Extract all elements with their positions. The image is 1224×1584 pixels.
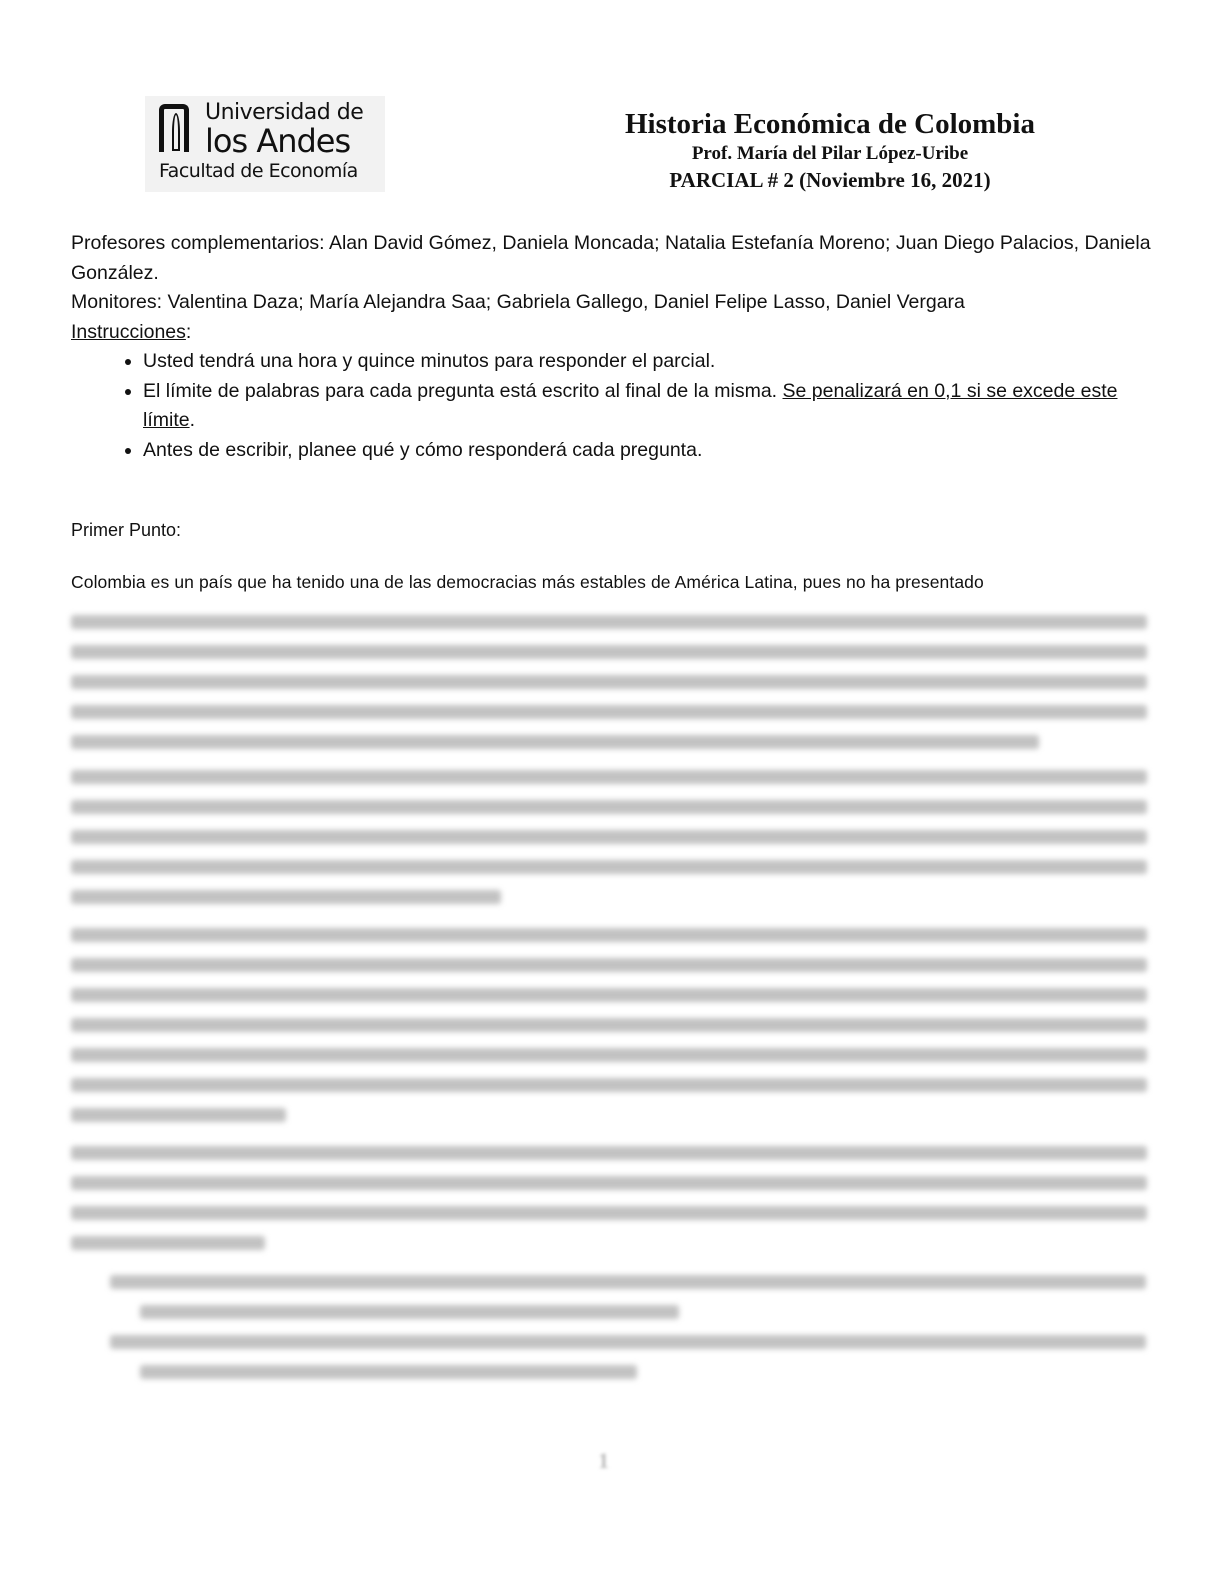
instruction-period: . [189, 409, 196, 431]
exam-title: PARCIAL # 2 (Noviembre 16, 2021) [669, 168, 991, 192]
blurred-paragraph-3 [71, 928, 1147, 1138]
professors-line [71, 229, 1151, 288]
page-number: 1 [598, 1448, 609, 1473]
professors-label: Profesores complementarios: [71, 232, 325, 254]
staff-and-instructions [71, 229, 1151, 465]
section-first-line: Colombia es un país que ha tenido una de las democracias más estables de América Latina, pues no ha presentado [71, 572, 984, 592]
monitors-label: Monitores: [71, 291, 163, 313]
professors-names: Alan David Gómez, Daniela Moncada; Natalia Estefanía Moreno; Juan Diego Palacios, Daniela González. [71, 232, 1151, 284]
logo-line-1: Universidad de [205, 100, 364, 125]
logo-arch-icon [159, 104, 189, 152]
monitors-line [71, 288, 1151, 318]
blurred-paragraph-2 [71, 770, 1147, 920]
instructions-list [71, 347, 1151, 465]
instructions-label: Instrucciones [71, 320, 186, 343]
section-title: Primer Punto: [71, 520, 182, 540]
instruction-item: • Antes de escribir, planee qué y cómo responderá cada pregunta. [143, 436, 1151, 466]
blurred-paragraph-1 [71, 615, 1147, 765]
course-title: Historia Económica de Colombia [624, 108, 1035, 140]
monitors-names: Valentina Daza; María Alejandra Saa; Gabriela Gallego, Daniel Felipe Lasso, Daniel Vergara [162, 291, 965, 313]
logo-line-3: Facultad de Economía [159, 160, 358, 182]
university-logo [145, 96, 385, 192]
blurred-paragraph-4 [71, 1146, 1147, 1266]
logo-line-2: los Andes [205, 122, 351, 160]
instructions-heading [71, 318, 1151, 348]
document-header [560, 106, 1100, 194]
instruction-item: • Usted tendrá una hora y quince minutos para responder el parcial. [143, 347, 1151, 377]
instructions-colon: : [185, 320, 192, 343]
instruction-item [143, 377, 1151, 436]
instruction-text: El límite de palabras para cada pregunta está escrito al final de la misma. [143, 379, 783, 402]
penalty-note: Se penalizará en 0,1 si se excede este límite [143, 379, 1118, 431]
blurred-question-list [110, 1275, 1146, 1395]
professor-name: Prof. María del Pilar López-Uribe [691, 143, 969, 164]
